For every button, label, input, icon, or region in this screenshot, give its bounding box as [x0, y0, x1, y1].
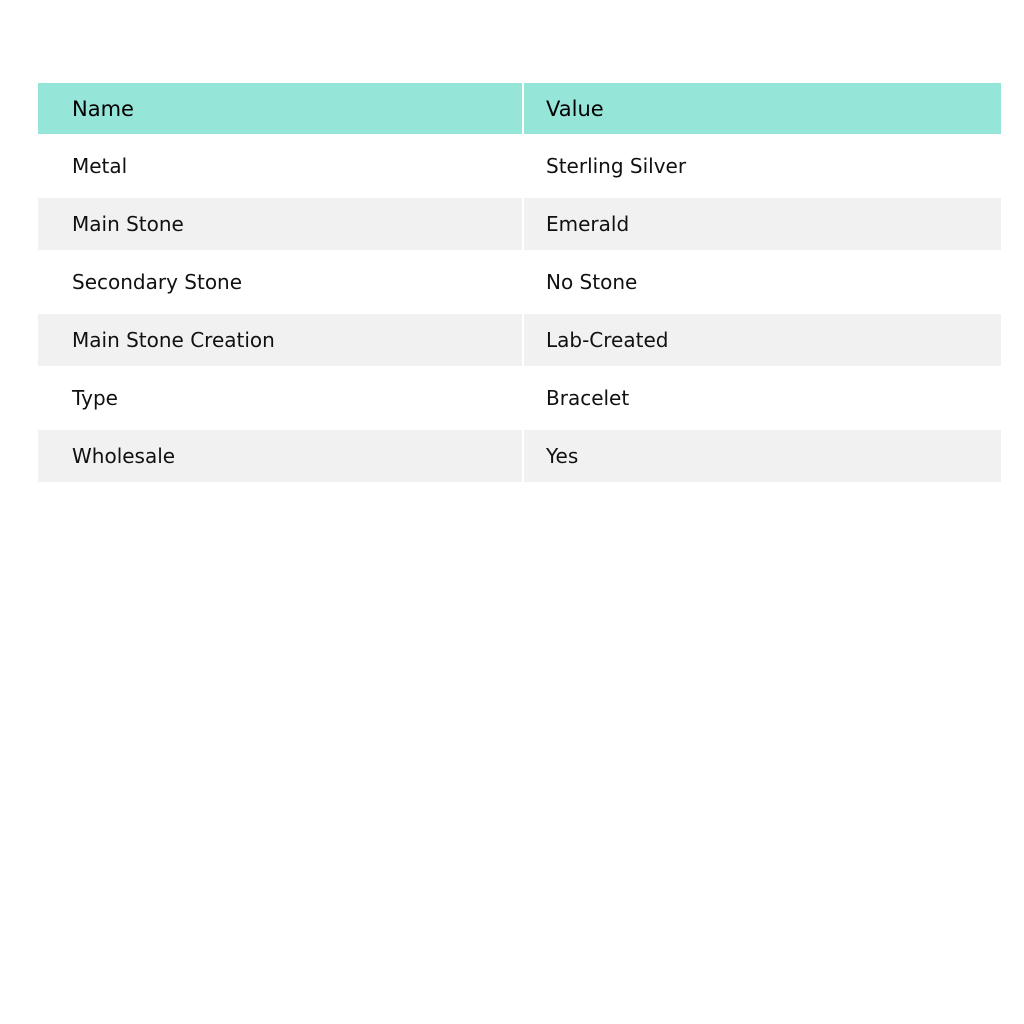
table-row [38, 250, 1001, 314]
header-row [38, 83, 1001, 134]
table-row [38, 430, 1001, 482]
row-value-cell: Sterling Silver [523, 134, 1001, 198]
header-name: Name [38, 83, 523, 134]
table-row [38, 198, 1001, 250]
row-value-cell: Yes [523, 430, 1001, 482]
table-header [38, 83, 1001, 134]
row-name-cell: Secondary Stone [38, 250, 523, 314]
row-value-cell: Lab-Created [523, 314, 1001, 366]
row-value-cell: Bracelet [523, 366, 1001, 430]
header-value: Value [523, 83, 1001, 134]
row-name-cell: Main Stone Creation [38, 314, 523, 366]
table-body [38, 134, 1001, 482]
table-row [38, 366, 1001, 430]
product-spec-table [38, 83, 1001, 482]
row-name-cell: Wholesale [38, 430, 523, 482]
table-row [38, 134, 1001, 198]
table-row [38, 314, 1001, 366]
row-value-cell: Emerald [523, 198, 1001, 250]
row-value-cell: No Stone [523, 250, 1001, 314]
row-name-cell: Metal [38, 134, 523, 198]
row-name-cell: Main Stone [38, 198, 523, 250]
row-name-cell: Type [38, 366, 523, 430]
